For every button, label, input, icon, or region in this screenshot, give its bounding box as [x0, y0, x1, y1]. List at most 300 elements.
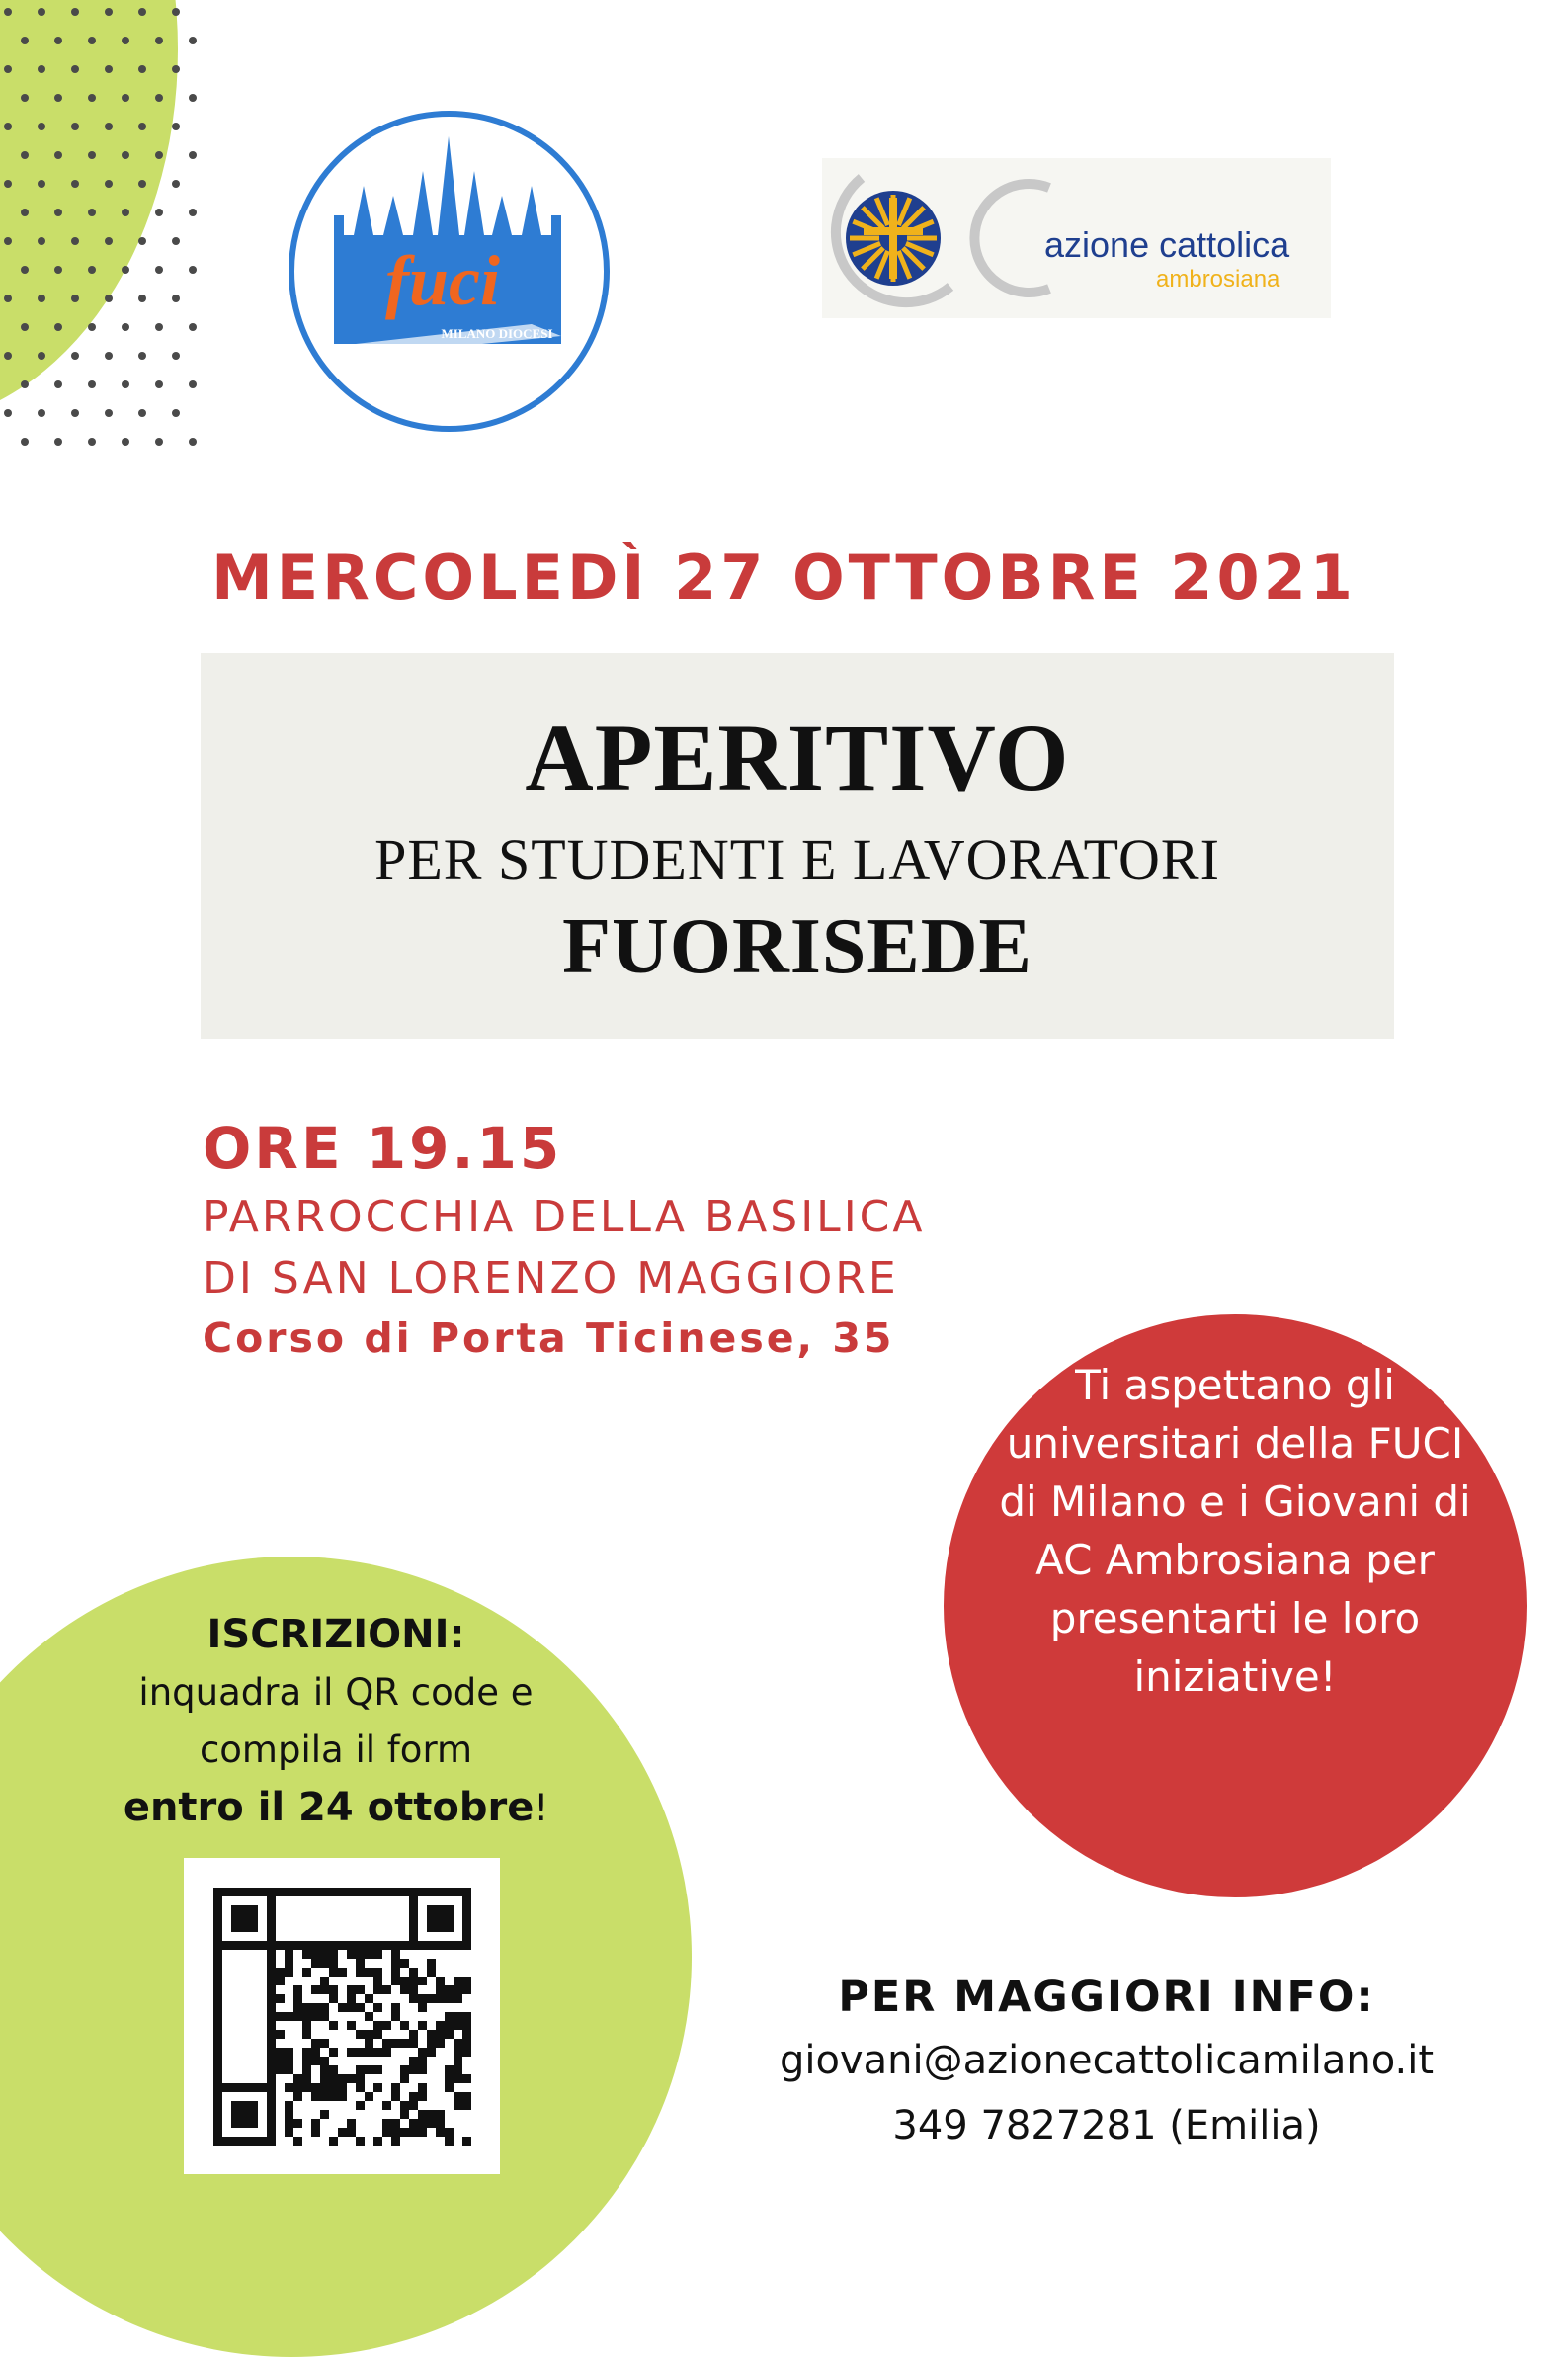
qr-module [213, 1914, 222, 1923]
qr-module [445, 2083, 454, 2092]
qr-module [320, 2092, 329, 2101]
qr-module [213, 2065, 222, 2074]
qr-module [293, 1985, 302, 1994]
dot [21, 266, 29, 274]
qr-module [231, 2101, 240, 2110]
qr-module [302, 1941, 311, 1950]
qr-module [365, 1968, 373, 1977]
qr-module [373, 2137, 382, 2146]
qr-module [311, 2128, 320, 2137]
qr-module [462, 1888, 471, 1896]
qr-module [436, 1914, 445, 1923]
qr-module [462, 2101, 471, 2110]
dot [155, 323, 163, 331]
dot [4, 180, 12, 188]
qr-module [213, 1994, 222, 2003]
qr-module [213, 2074, 222, 2083]
qr-module [329, 1888, 338, 1896]
qr-module [231, 1923, 240, 1932]
qr-module [329, 2048, 338, 2057]
qr-module [462, 2012, 471, 2021]
qr-module [258, 1941, 267, 1950]
dot [88, 151, 96, 159]
qr-module [293, 2012, 302, 2021]
dot [155, 209, 163, 216]
invite-line: iniziative! [1133, 1652, 1337, 1701]
qr-module [454, 2057, 462, 2065]
qr-module [213, 2021, 222, 2030]
qr-module [462, 2021, 471, 2030]
qr-module [436, 1888, 445, 1896]
qr-module [293, 2083, 302, 2092]
qr-module [391, 2012, 400, 2021]
dot [138, 123, 146, 130]
qr-module [213, 1932, 222, 1941]
info-phone[interactable]: 349 7827281 (Emilia) [892, 2103, 1321, 2148]
qr-module [213, 2128, 222, 2137]
dot [138, 237, 146, 245]
qr-module [293, 2074, 302, 2083]
qr-module [267, 1941, 276, 1950]
qr-module [231, 1905, 240, 1914]
qr-module [329, 2092, 338, 2101]
qr-module [240, 2101, 249, 2110]
qr-module [320, 2065, 329, 2074]
qr-module [213, 1968, 222, 1977]
qr-module [445, 1994, 454, 2003]
qr-module [311, 1950, 320, 1959]
info-title: PER MAGGIORI INFO: [838, 1973, 1375, 2022]
qr-module [347, 1985, 356, 1994]
qr-module [436, 2039, 445, 2048]
dot [54, 266, 62, 274]
qr-module [391, 2137, 400, 2146]
registration [69, 1606, 603, 1837]
qr-module [373, 1977, 382, 1985]
qr-module [454, 1941, 462, 1950]
dot [122, 209, 129, 216]
qr-module [454, 1985, 462, 1994]
qr-module [436, 2128, 445, 2137]
qr-module [320, 2003, 329, 2012]
qr-module [418, 2057, 427, 2065]
qr-module [329, 2021, 338, 2030]
qr-module [373, 2003, 382, 2012]
qr-module [382, 1985, 391, 1994]
qr-module [276, 1977, 285, 1985]
dot [4, 352, 12, 360]
dot [21, 438, 29, 446]
qr-module [347, 1994, 356, 2003]
qr-module [267, 1977, 276, 1985]
qr-module [267, 2048, 276, 2057]
qr-module [409, 2065, 418, 2074]
qr-module [285, 1950, 293, 1959]
qr-module [267, 2065, 276, 2074]
qr-module [418, 2065, 427, 2074]
qr-module [249, 2119, 258, 2128]
qr-module [231, 1941, 240, 1950]
qr-module [436, 1977, 445, 1985]
qr-module [276, 1888, 285, 1896]
qr-module [267, 1896, 276, 1905]
qr-module [240, 2110, 249, 2119]
qr-module [338, 1888, 347, 1896]
qr-module [302, 1888, 311, 1896]
qr-module [454, 1994, 462, 2003]
qr-module [285, 2119, 293, 2128]
dot [122, 37, 129, 44]
qr-module [373, 1985, 382, 1994]
dot [54, 323, 62, 331]
qr-module [462, 1905, 471, 1914]
qr-module [329, 1968, 338, 1977]
qr-module [338, 1941, 347, 1950]
dot [38, 65, 45, 73]
qr-module [347, 2119, 356, 2128]
qr-module [213, 2057, 222, 2065]
dot [21, 37, 29, 44]
dot [155, 266, 163, 274]
qr-module [213, 1985, 222, 1994]
dot [38, 123, 45, 130]
dot [189, 438, 197, 446]
qr-module [400, 1977, 409, 1985]
dot [54, 380, 62, 388]
dot [189, 94, 197, 102]
qr-module [213, 2119, 222, 2128]
qr-module [373, 2065, 382, 2074]
dot [4, 409, 12, 417]
qr-module [249, 2137, 258, 2146]
contact-info [731, 1967, 1482, 2158]
qr-module [213, 1905, 222, 1914]
qr-module [462, 1896, 471, 1905]
qr-module [409, 1941, 418, 1950]
qr-module [462, 2074, 471, 2083]
ac-sun-icon [846, 191, 941, 286]
qr-module [454, 2012, 462, 2021]
qr-module [462, 2048, 471, 2057]
qr-module [391, 2083, 400, 2092]
qr-module [285, 2057, 293, 2065]
qr-module [454, 1977, 462, 1985]
qr-module [240, 1923, 249, 1932]
qr-module [454, 2048, 462, 2057]
title-fuorisede: FUORISEDE [562, 903, 1032, 990]
dot [105, 65, 113, 73]
qr-module [356, 1959, 365, 1968]
qr-code-icon[interactable] [184, 1858, 500, 2174]
dot [105, 180, 113, 188]
dot [105, 295, 113, 302]
qr-module [382, 2039, 391, 2048]
qr-module [285, 2065, 293, 2074]
dot [88, 323, 96, 331]
qr-module [409, 2039, 418, 2048]
qr-module [213, 2003, 222, 2012]
qr-module [222, 2137, 231, 2146]
qr-module [391, 2039, 400, 2048]
dot [38, 409, 45, 417]
qr-module [267, 1914, 276, 1923]
dot [172, 8, 180, 16]
dot [71, 123, 79, 130]
qr-module [338, 2003, 347, 2012]
qr-module [356, 2003, 365, 2012]
qr-module [213, 1888, 222, 1896]
qr-module [427, 1994, 436, 2003]
qr-module [293, 1941, 302, 1950]
qr-module [302, 2048, 311, 2057]
qr-module [311, 2083, 320, 2092]
dot [88, 380, 96, 388]
qr-module [276, 1968, 285, 1977]
qr-module [436, 1941, 445, 1950]
qr-module [311, 1941, 320, 1950]
qr-module [249, 2083, 258, 2092]
qr-module [267, 2074, 276, 2083]
qr-module [320, 2110, 329, 2119]
qr-module [409, 2128, 418, 2137]
qr-module [454, 1888, 462, 1896]
qr-module [231, 2137, 240, 2146]
qr-module [400, 1959, 409, 1968]
qr-module [329, 1994, 338, 2003]
qr-module [356, 2101, 365, 2110]
qr-module [391, 1950, 400, 1959]
qr-module [249, 1914, 258, 1923]
qr-module [356, 1941, 365, 1950]
qr-module [267, 2030, 276, 2039]
dot [138, 65, 146, 73]
qr-module [445, 1985, 454, 1994]
qr-module [285, 2048, 293, 2057]
qr-module [267, 2083, 276, 2092]
qr-module [409, 2030, 418, 2039]
dot [105, 123, 113, 130]
registration-title: ISCRIZIONI: [206, 1612, 465, 1657]
qr-module [400, 2021, 409, 2030]
dot [122, 438, 129, 446]
qr-module [267, 2101, 276, 2110]
qr-module [373, 2021, 382, 2030]
qr-module [391, 1941, 400, 1950]
qr-module [418, 1977, 427, 1985]
invite-line: Ti aspettano gli [1075, 1361, 1395, 1409]
qr-module [436, 2030, 445, 2039]
qr-module [365, 1994, 373, 2003]
qr-module [302, 2012, 311, 2021]
qr-module [258, 2137, 267, 2146]
dot [122, 94, 129, 102]
qr-module [418, 1941, 427, 1950]
qr-module [267, 1888, 276, 1896]
qr-module [267, 2119, 276, 2128]
title-box [201, 653, 1394, 1039]
qr-module [347, 1888, 356, 1896]
qr-module [356, 2137, 365, 2146]
qr-module [347, 1941, 356, 1950]
dot [71, 237, 79, 245]
location-line-2: DI SAN LORENZO MAGGIORE [203, 1253, 899, 1304]
qr-module [320, 1950, 329, 1959]
qr-module [320, 1941, 329, 1950]
qr-module [373, 2048, 382, 2057]
qr-module [445, 2021, 454, 2030]
qr-module [409, 2057, 418, 2065]
qr-module [320, 2083, 329, 2092]
qr-module [285, 1968, 293, 1977]
qr-module [267, 2039, 276, 2048]
qr-module [213, 2110, 222, 2119]
dot [155, 380, 163, 388]
invite-line: di Milano e i Giovani di [999, 1477, 1471, 1526]
qr-module [338, 2092, 347, 2101]
qr-module [311, 2039, 320, 2048]
dot [71, 180, 79, 188]
qr-module [445, 1914, 454, 1923]
dot [172, 123, 180, 130]
qr-module [365, 2092, 373, 2101]
qr-module [391, 1888, 400, 1896]
qr-module [418, 2092, 427, 2101]
qr-module [240, 2137, 249, 2146]
qr-module [382, 2128, 391, 2137]
qr-module [445, 1923, 454, 1932]
qr-module [400, 2128, 409, 2137]
dot [71, 8, 79, 16]
qr-module [427, 1959, 436, 1968]
qr-module [285, 1888, 293, 1896]
qr-module [338, 2074, 347, 2083]
qr-module [285, 1941, 293, 1950]
qr-module [427, 1941, 436, 1950]
qr-module [222, 1941, 231, 1950]
dot [138, 352, 146, 360]
invite-line: presentarti le loro [1049, 1594, 1421, 1642]
qr-module [329, 1941, 338, 1950]
qr-module [311, 1985, 320, 1994]
fuci-subtitle: MILANO DIOCESI [441, 326, 553, 341]
qr-module [267, 1950, 276, 1959]
qr-module [213, 2012, 222, 2021]
qr-module [240, 1941, 249, 1950]
dot [88, 209, 96, 216]
dot [4, 123, 12, 130]
dot [38, 295, 45, 302]
qr-module [445, 1888, 454, 1896]
qr-module [409, 1985, 418, 1994]
qr-module [267, 2092, 276, 2101]
qr-module [445, 2012, 454, 2021]
qr-module [320, 2074, 329, 2083]
qr-module [454, 2101, 462, 2110]
dot [38, 180, 45, 188]
qr-code[interactable] [184, 1858, 500, 2174]
qr-module [249, 1923, 258, 1932]
qr-module [320, 2012, 329, 2021]
qr-module [276, 2030, 285, 2039]
qr-module [302, 2083, 311, 2092]
qr-module [329, 1950, 338, 1959]
dot [189, 37, 197, 44]
dot [88, 94, 96, 102]
dot [88, 438, 96, 446]
qr-module [311, 2057, 320, 2065]
dot [155, 94, 163, 102]
dot [4, 295, 12, 302]
qr-module [285, 2083, 293, 2092]
qr-module [311, 1888, 320, 1896]
qr-module [391, 2128, 400, 2137]
qr-module [293, 2092, 302, 2101]
dot [88, 266, 96, 274]
qr-module [311, 2092, 320, 2101]
qr-module [213, 2137, 222, 2146]
qr-module [418, 2083, 427, 2092]
qr-module [329, 2065, 338, 2074]
qr-module [445, 1905, 454, 1914]
dot [71, 352, 79, 360]
qr-module [418, 2128, 427, 2137]
dot [21, 380, 29, 388]
qr-module [356, 1950, 365, 1959]
dot [172, 409, 180, 417]
qr-module [356, 1968, 365, 1977]
dot [155, 151, 163, 159]
qr-module [382, 2119, 391, 2128]
qr-module [285, 2110, 293, 2119]
qr-module [213, 1950, 222, 1959]
info-email[interactable]: giovani@azionecattolicamilano.it [779, 2038, 1435, 2083]
qr-module [311, 2048, 320, 2057]
dot [71, 409, 79, 417]
qr-module [302, 2057, 311, 2065]
dot [189, 323, 197, 331]
qr-module [347, 2128, 356, 2137]
qr-module [391, 2092, 400, 2101]
qr-module [391, 2119, 400, 2128]
qr-module [302, 2065, 311, 2074]
qr-module [293, 1888, 302, 1896]
ac-region: ambrosiana [1156, 266, 1280, 293]
event-address: Corso di Porta Ticinese, 35 [203, 1314, 895, 1362]
qr-module [347, 2003, 356, 2012]
qr-module [293, 1994, 302, 2003]
qr-module [267, 2110, 276, 2119]
qr-module [462, 2092, 471, 2101]
qr-module [409, 2092, 418, 2101]
qr-module [311, 2119, 320, 2128]
qr-module [258, 2083, 267, 2092]
qr-module [240, 1888, 249, 1896]
dot [71, 65, 79, 73]
cathedral-icon [294, 117, 604, 426]
qr-module [320, 1888, 329, 1896]
qr-module [356, 1985, 365, 1994]
qr-module [240, 2083, 249, 2092]
qr-module [462, 1923, 471, 1932]
qr-module [213, 2048, 222, 2057]
qr-module [409, 1914, 418, 1923]
qr-module [311, 2012, 320, 2021]
qr-module [427, 2119, 436, 2128]
qr-module [436, 2110, 445, 2119]
qr-module [418, 2021, 427, 2030]
qr-module [409, 1968, 418, 1977]
qr-module [213, 2092, 222, 2101]
